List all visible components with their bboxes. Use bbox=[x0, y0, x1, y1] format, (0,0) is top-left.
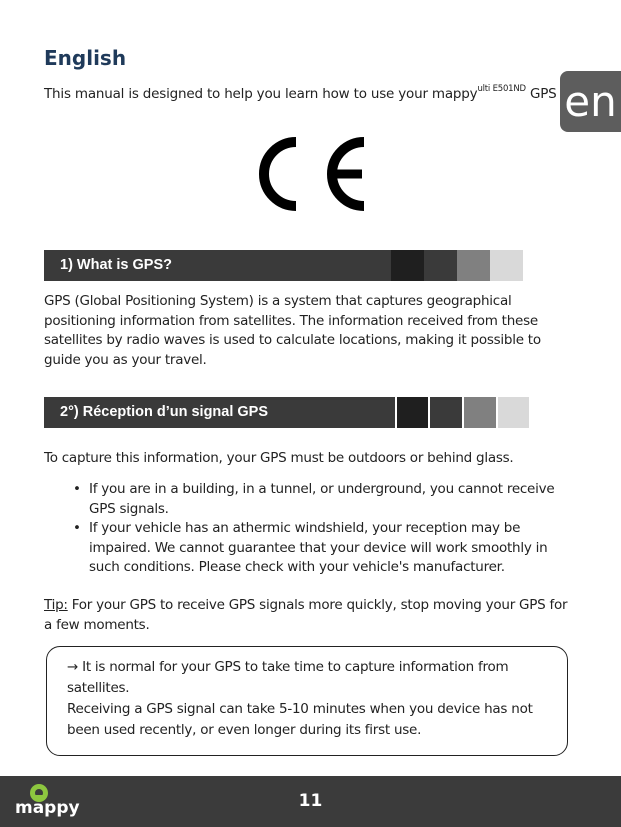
language-tab: en bbox=[560, 71, 621, 132]
note-line-1 bbox=[67, 657, 549, 699]
page-title: English bbox=[44, 46, 127, 70]
note-text-1: It is normal for your GPS to take time to capture information from satellites. bbox=[67, 659, 509, 696]
section-2-body: To capture this information, your GPS must be outdoors or behind glass. bbox=[44, 450, 514, 466]
section-1-body: GPS (Global Positioning System) is a system that captures geographical positioning information from satellites. The information received from these satellites by radio waves is used to calculate locations, making it possible to guide you as your travel. bbox=[44, 293, 541, 368]
swatch-light-gray bbox=[498, 397, 529, 428]
product-model-superscript: ulti E501ND bbox=[477, 84, 526, 94]
tip-label: Tip: bbox=[44, 597, 68, 613]
section-1-header bbox=[44, 250, 523, 281]
tip-paragraph bbox=[44, 596, 579, 635]
arrow-icon: → bbox=[67, 659, 79, 675]
intro-text-after: GPS bbox=[525, 86, 557, 102]
section-1-title: 1) What is GPS? bbox=[44, 250, 391, 281]
tip-text: For your GPS to receive GPS signals more quickly, stop moving your GPS for a few moments. bbox=[44, 597, 568, 633]
mappy-logo-icon bbox=[12, 781, 92, 821]
note-box bbox=[46, 646, 568, 756]
section-2-title: 2°) Réception d’un signal GPS bbox=[44, 397, 395, 428]
page-number: 11 bbox=[298, 791, 323, 811]
section-2-header bbox=[44, 397, 529, 428]
logo-text: mappy bbox=[15, 798, 80, 818]
intro-text-before: This manual is designed to help you learn how to use your mappy bbox=[44, 86, 478, 102]
bullet-list bbox=[73, 480, 578, 578]
note-line-2: Receiving a GPS signal can take 5-10 minutes when you device has not been used recently, or even longer during its first use. bbox=[67, 701, 533, 738]
swatch-dark-gray bbox=[430, 397, 462, 428]
list-item: • If your vehicle has an athermic windshield, your reception may be impaired. We cannot guarantee that your device will work smoothly in such conditions. Please check with your vehicle's manufacturer. bbox=[73, 519, 578, 578]
swatch-light-gray bbox=[490, 250, 523, 281]
swatch-gray bbox=[457, 250, 490, 281]
swatch-gray bbox=[464, 397, 496, 428]
intro-text bbox=[44, 86, 557, 102]
swatch-black bbox=[397, 397, 428, 428]
swatch-dark-gray bbox=[424, 250, 457, 281]
list-item: • If you are in a building, in a tunnel, or underground, you cannot receive GPS signals. bbox=[73, 480, 578, 519]
swatch-black bbox=[391, 250, 424, 281]
ce-mark-icon bbox=[250, 130, 372, 218]
